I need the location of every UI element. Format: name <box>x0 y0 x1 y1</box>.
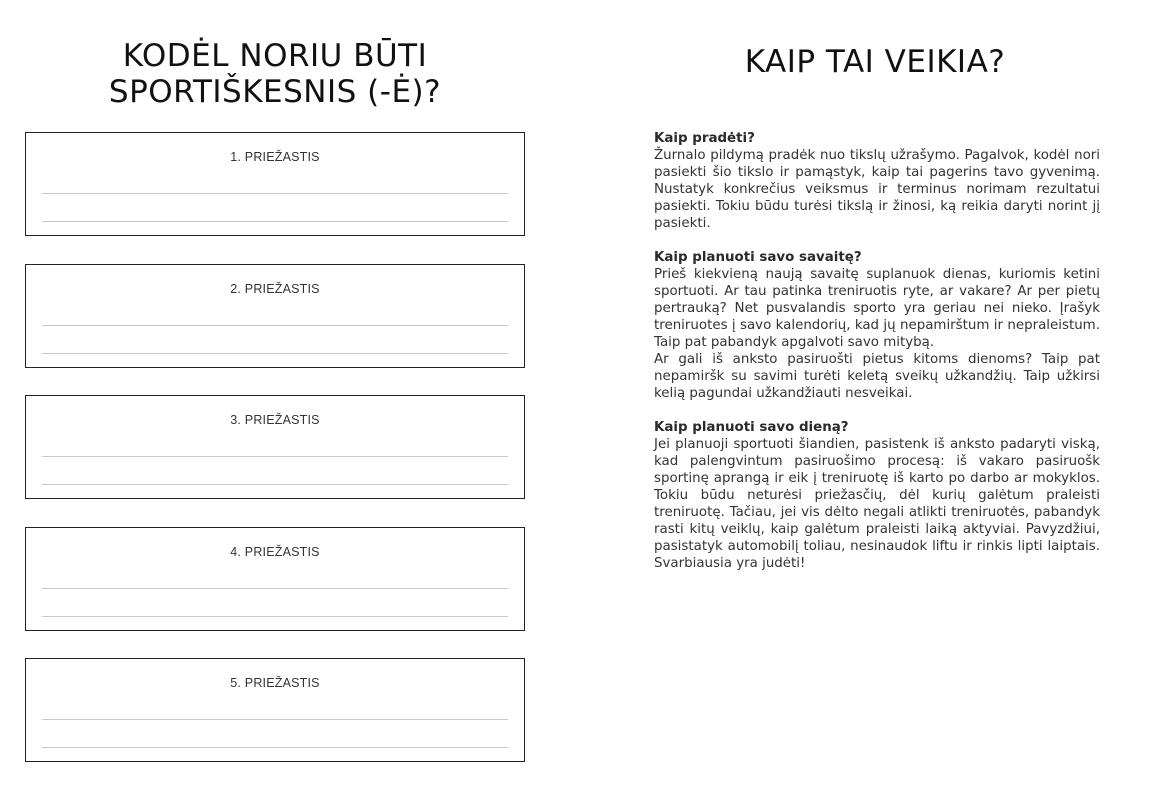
how-it-works-title: KAIP TAI VEIKIA? <box>744 44 1006 80</box>
reasons-title-line-1: KODĖL NORIU BŪTI <box>122 38 428 74</box>
reason-label: 1. PRIEŽASTIS <box>230 150 320 164</box>
reason-label: 3. PRIEŽASTIS <box>230 413 320 427</box>
instructions <box>654 130 1100 589</box>
writing-line[interactable] <box>42 456 508 457</box>
writing-line[interactable] <box>42 325 508 326</box>
reason-box-5[interactable] <box>25 658 525 762</box>
reason-box-4[interactable] <box>25 527 525 631</box>
writing-line[interactable] <box>42 353 508 354</box>
section-heading: Kaip pradėti? <box>654 131 755 146</box>
reason-box-2[interactable] <box>25 264 525 368</box>
section-paragraph: Jei planuoji sportuoti šiandien, pasistenk iš anksto padaryti viską, kad palengvintum pasiruošimo procesą: iš vakaro pasiruošk sportinę aprangą ir eik į treniruotę iš karto po darbo ar mokyklos. Tokiu būdu neturėsi priežasčių, dėl kurių galėtum praleisti treniruotę. Tačiau, jei vis dėlto negali atlikti treniruotės, pabandyk rasti kitų veiklų, kaip galėtum praleisti laiką aktyviai. Pavyzdžiui, pasistatyk automobilį toliau, nesinaudok liftu ir rinkis lipti laiptais. Svarbiausia yra judėti! <box>654 437 1100 571</box>
section-paragraph: Žurnalo pildymą pradėk nuo tikslų užrašymo. Pagalvok, kodėl nori pasiekti šio tikslo ir pamąstyk, kaip tai pagerins tavo gyvenimą. Nustatyk konkrečius veiksmus ir terminus norimam rezultatui pasiekti. Tokiu būdu turėsi tikslą ir žinosi, ką reikia daryti norint jį pasiekti. <box>654 148 1100 231</box>
reasons-list <box>25 132 525 790</box>
section-heading: Kaip planuoti savo dieną? <box>654 420 849 435</box>
section-plan-day <box>654 419 1100 572</box>
reasons-title-line-2: SPORTIŠKESNIS (-Ė)? <box>108 74 442 110</box>
reasons-title <box>25 38 525 110</box>
writing-line[interactable] <box>42 484 508 485</box>
reason-box-1[interactable] <box>25 132 525 236</box>
reason-label: 5. PRIEŽASTIS <box>230 676 320 690</box>
reason-box-3[interactable] <box>25 395 525 499</box>
writing-line[interactable] <box>42 588 508 589</box>
writing-line[interactable] <box>42 747 508 748</box>
writing-line[interactable] <box>42 616 508 617</box>
section-paragraph: Prieš kiekvieną naują savaitę suplanuok dienas, kuriomis ketini sportuoti. Ar tau patinka treniruotis ryte, ar vakare? Ar per pietų pertrauką? Net pusvalandis sporto yra geriau nei nieko. Įrašyk treniruotes į savo kalendorių, kad jų nepamirštum ir nepraleistum. Taip pat pabandyk apgalvoti savo mitybą. <box>654 267 1100 350</box>
reason-label: 4. PRIEŽASTIS <box>230 544 320 559</box>
writing-line[interactable] <box>42 719 508 720</box>
section-plan-week <box>654 249 1100 402</box>
writing-line[interactable] <box>42 193 508 194</box>
writing-line[interactable] <box>42 221 508 222</box>
section-paragraph: Ar gali iš anksto pasiruošti pietus kitoms dienoms? Taip pat nepamiršk su savimi turėti keletą sveikų užkandžių. Taip užkirsi kelią pagundai užkandžiauti nesveikai. <box>654 352 1100 401</box>
section-heading: Kaip planuoti savo savaitę? <box>654 250 862 265</box>
section-how-to-start <box>654 130 1100 232</box>
reason-label: 2. PRIEŽASTIS <box>230 281 320 296</box>
